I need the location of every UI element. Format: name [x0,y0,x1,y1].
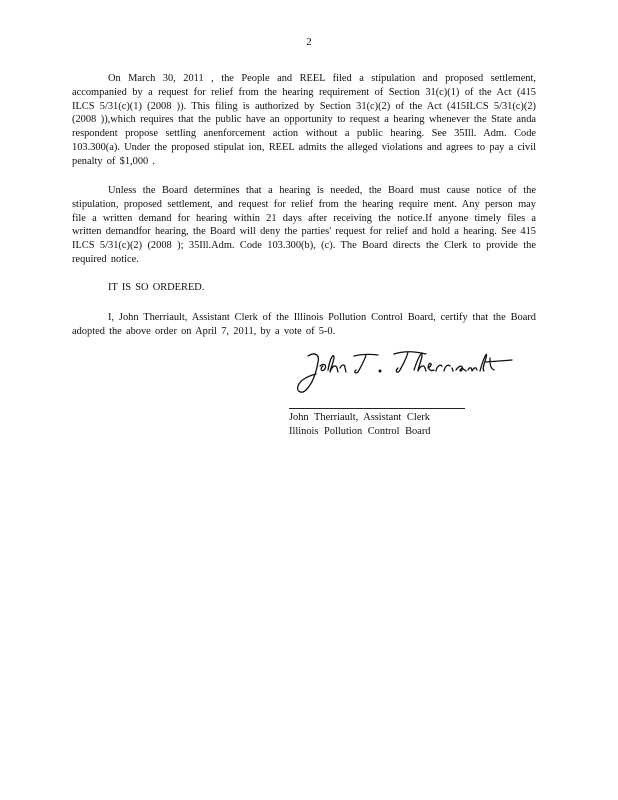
certification-text: I, John Therriault, Assistant Clerk of the Illinois Pollution Control Board, certify that the Board adopted the above order on April 7, 2011, by a vote of 5-0. [72,312,536,337]
handwritten-signature [290,344,530,398]
paragraph-notice-text: Unless the Board determines that a hearing is needed, the Board must cause notice of the stipulation, proposed settlement, and request for relief from the hearing require ment. Any person may file a written demand for hearing within 21 days after receiving the notice.If anyone timely files a written demandfor hearing, the Board will deny the parties' request for relief and hold a hearing. See 415 ILCS 5/31(c)(2) (2008 ); 35Ill.Adm. Code 103.300(b), (c). The Board directs the Clerk to provide the required notice. [72,185,536,265]
paragraph-certification [72,311,536,339]
paragraph-stipulation-text: On March 30, 2011 , the People and REEL filed a stipulation and proposed settlement, accompanied by a request for relief from the hearing requirement of Section 31(c)(1) of the Act (415 ILCS 5/31(c)(1) (2008 )). This filing is authorized by Section 31(c)(2) of the Act (415ILCS 5/31(c)(2) (2008 )),which requires that the public have an opportunity to request a hearing whenever the State anda respondent propose settling anenforcement action without a public hearing. See 35Ill. Adm. Code 103.300(a). Under the proposed stipulat ion, REEL admits the alleged violations and agrees to pay a civil penalty of $1,000 . [72,73,536,167]
so-ordered-text: IT IS SO ORDERED. [108,282,205,293]
signer-organization: Illinois Pollution Control Board [289,426,431,437]
paragraph-notice [72,184,536,267]
page-number: 2 [306,36,312,48]
signature-block [289,411,431,439]
signature-line [289,408,465,409]
paragraph-so-ordered [72,281,536,295]
signer-name-title: John Therriault, Assistant Clerk [289,412,430,423]
paragraph-stipulation [72,72,536,169]
